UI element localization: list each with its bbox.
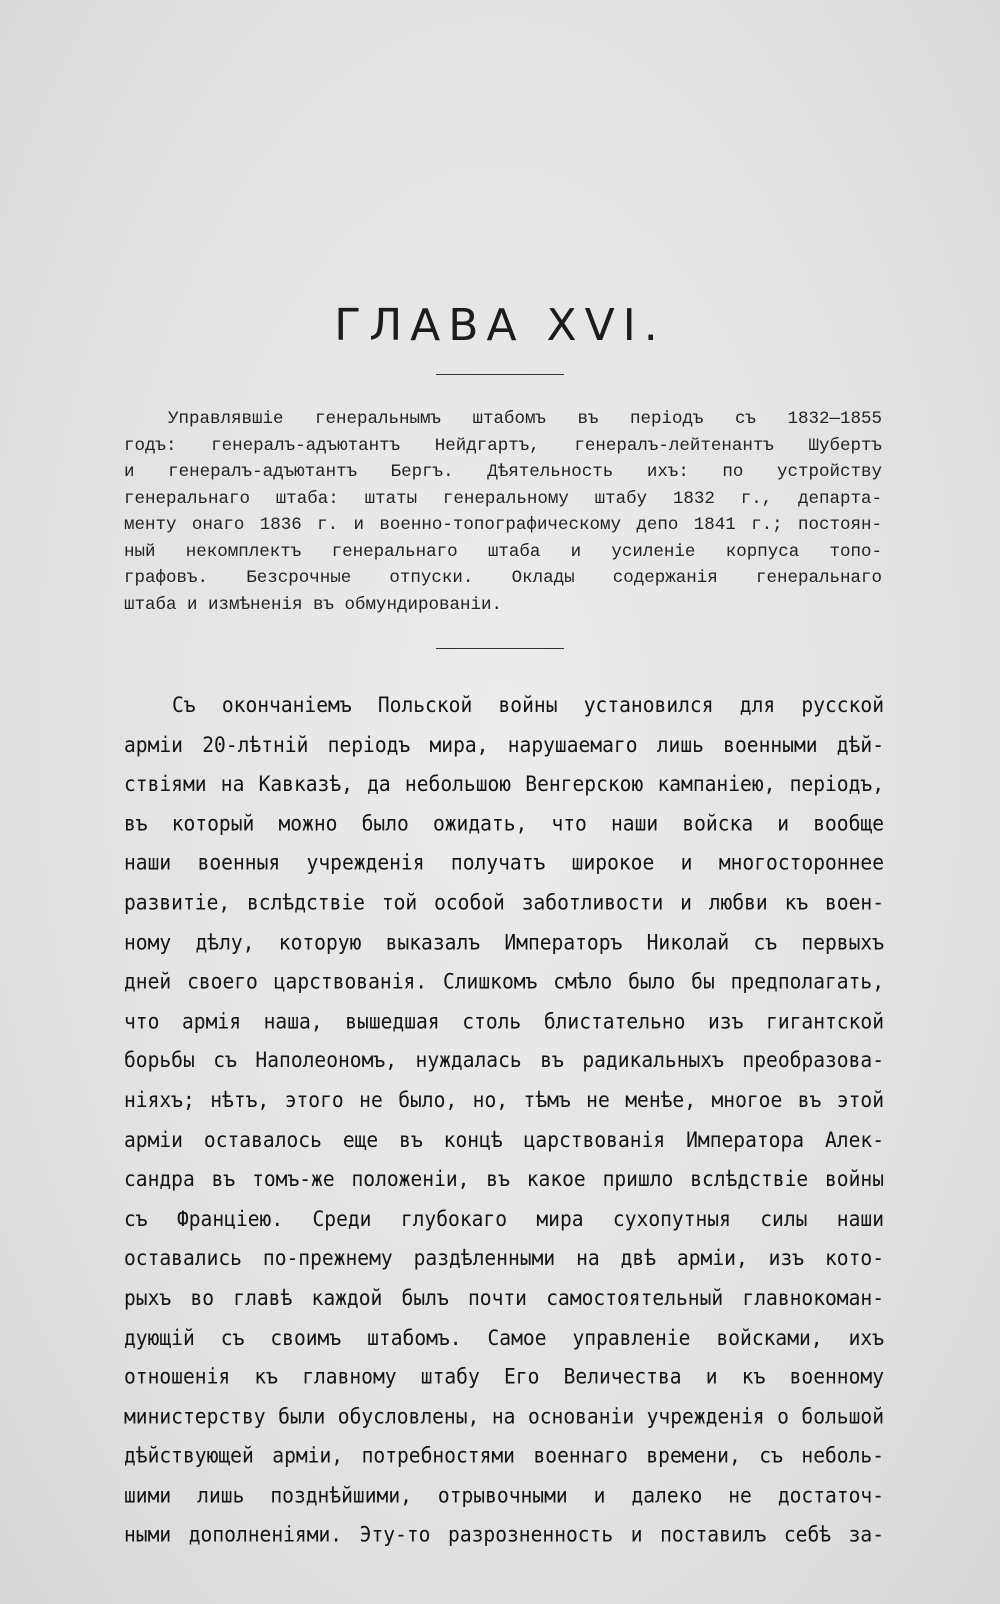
summary-line: генеральнаго штаба: штаты генеральному штабу 1832 г., департа- (124, 488, 882, 509)
body-line: ствіями на Кавказѣ, да небольшою Венгерскою кампаніею, періодъ, (124, 771, 884, 797)
body-line: дующій съ своимъ штабомъ. Самое управленіе войсками, ихъ (124, 1324, 884, 1350)
body-line: арміи 20-лѣтній періодъ мира, нарушаемаго лишь военными дѣй- (124, 732, 884, 757)
body-line: оставались по-прежнему раздѣленными на двѣ арміи, изъ кото- (124, 1245, 884, 1271)
summary-line: менту онаго 1836 г. и военно-топографическому депо 1841 г.; постоян- (124, 515, 882, 535)
summary-line: Управлявшіе генеральнымъ штабомъ въ періодъ съ 1832—1855 (168, 409, 882, 429)
body-line: что армія наша, вышедшая столь блистательно изъ гигантской (124, 1008, 884, 1034)
summary-line: графовъ. Безсрочные отпуски. Оклады содержанія генеральнаго (124, 568, 882, 588)
summary-line: годъ: генералъ-адъютантъ Нейдгартъ, генералъ-лейтенантъ Шубертъ (124, 435, 882, 456)
body-line: Съ окончаніемъ Польской войны установился для русской (172, 692, 884, 718)
body-line: шими лишь позднѣйшими, отрывочными и далеко не достаточ- (124, 1482, 884, 1508)
chapter-body (124, 686, 884, 1555)
body-line: развитіе, вслѣдствіе той особой заботливости и любви къ воен- (124, 890, 884, 915)
body-line: дней своего царствованія. Слишкомъ смѣло было бы предполагать, (124, 969, 884, 994)
body-line: ніяхъ; нѣтъ, этого не было, но, тѣмъ не менѣе, многое въ этой (124, 1087, 884, 1113)
summary-line: ный некомплектъ генеральнаго штаба и усиленіе корпуса топо- (124, 541, 882, 562)
body-line: ному дѣлу, которую выказалъ Императоръ Николай съ первыхъ (124, 929, 884, 955)
body-line: министерству были обусловлены, на основаніи учрежденія о большой (124, 1403, 884, 1429)
body-line: борьбы съ Наполеономъ, нуждалась въ радикальныхъ преобразова- (124, 1048, 884, 1074)
summary-line: и генералъ-адъютантъ Бергъ. Дѣятельность ихъ: по устройству (124, 462, 882, 482)
body-line: съ Франціею. Среди глубокаго мира сухопутныя силы наши (124, 1206, 884, 1232)
body-line: арміи оставалось еще въ концѣ царствованія Императора Алек- (124, 1127, 884, 1153)
body-line: рыхъ во главѣ каждой былъ почти самостоятельный главнокоман- (124, 1285, 884, 1311)
body-line: ными дополненіями. Эту-то разрозненность и поставилъ себѣ за- (124, 1522, 884, 1548)
chapter-title: ГЛАВА XVI. (334, 300, 666, 351)
body-line: наши военныя учрежденія получатъ широкое и многостороннее (124, 850, 884, 876)
body-line: дѣйствующей арміи, потребностями военнаго времени, съ неболь- (124, 1443, 884, 1469)
summary-line: штаба и измѣненія въ обмундированіи. (124, 594, 503, 615)
body-line: въ который можно было ожидать, что наши войска и вообще (124, 811, 884, 836)
chapter-summary (124, 406, 882, 618)
summary-divider (436, 648, 564, 649)
body-line: отношенія къ главному штабу Его Величества и къ военному (124, 1364, 884, 1390)
title-divider (436, 374, 564, 375)
body-line: сандра въ томъ-же положеніи, въ какое пришло вслѣдствіе войны (124, 1166, 884, 1192)
